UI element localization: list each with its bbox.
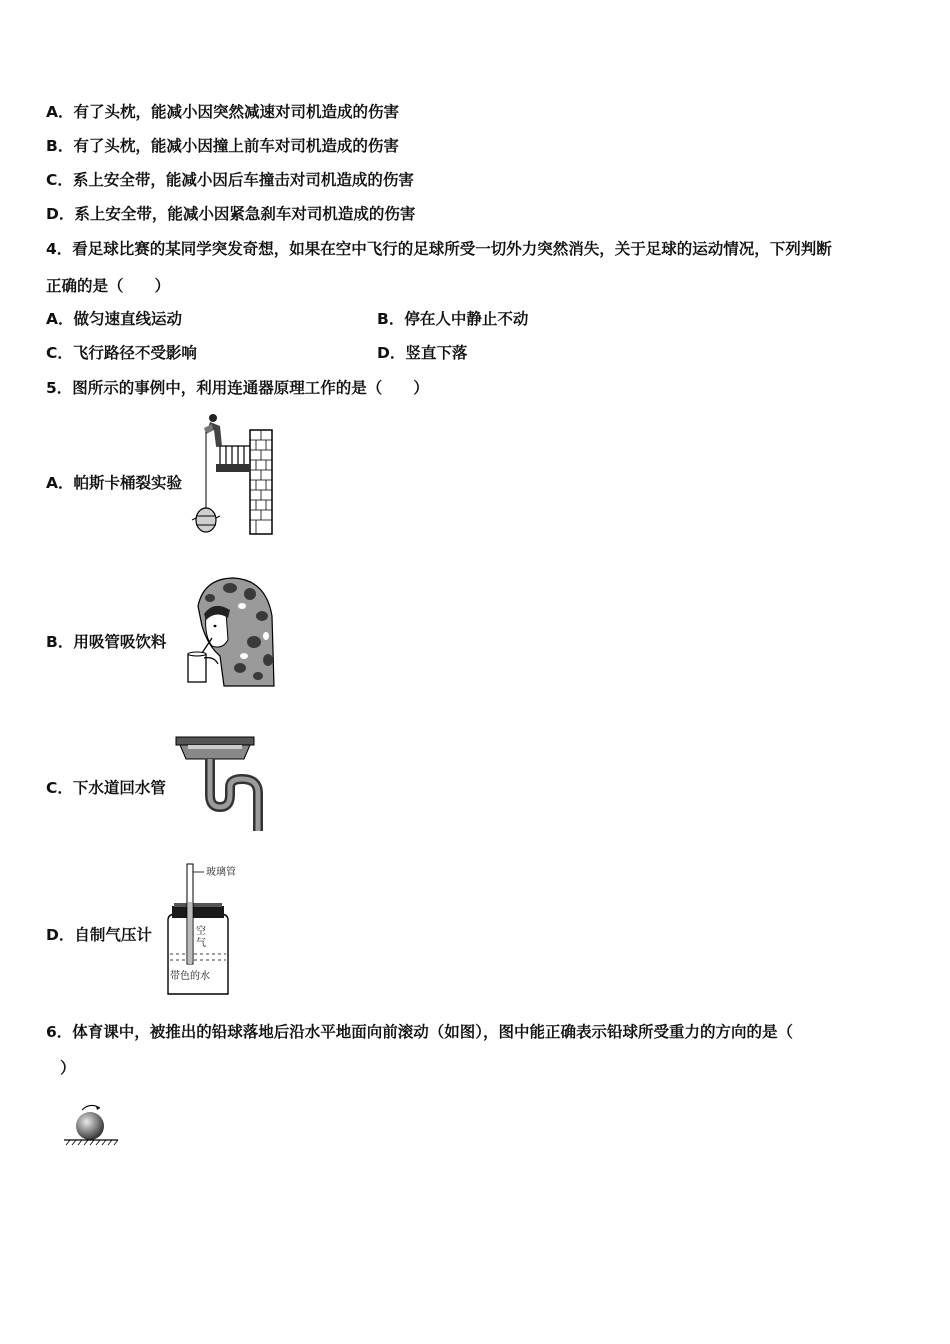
- shot-put-ball-figure: [62, 1098, 122, 1150]
- q4-option-c: C．飞行路径不受影响: [46, 344, 197, 362]
- q4-option-d: D．竖直下落: [377, 344, 468, 362]
- barometer-water-label: 带色的水: [170, 971, 210, 982]
- q4-option-b: B．停在人中静止不动: [377, 310, 529, 328]
- q5-option-d: D．自制气压计: [46, 926, 152, 944]
- q5-stem: 5．图所示的事例中，利用连通器原理工作的是（ ）: [46, 379, 429, 397]
- q3-option-a: A．有了头枕，能减小因突然减速对司机造成的伤害: [46, 103, 399, 121]
- q3-option-c: C．系上安全带，能减小因后车撞击对司机造成的伤害: [46, 171, 414, 189]
- q6-stem-line1: 6．体育课中，被推出的铅球落地后沿水平地面向前滚动（如图），图中能正确表示铅球所受重力的方向的是（: [46, 1023, 794, 1041]
- q4-stem-line2: 正确的是（ ）: [46, 277, 171, 295]
- q3-option-b: B．有了头枕，能减小因撞上前车对司机造成的伤害: [46, 137, 399, 155]
- barometer-air-label: 空气: [196, 926, 206, 949]
- q5-option-c: C．下水道回水管: [46, 779, 166, 797]
- barometer-tube-label: 玻璃管: [206, 867, 236, 878]
- q4-option-a: A．做匀速直线运动: [46, 310, 182, 328]
- q3-option-d: D．系上安全带，能减小因紧急刹车对司机造成的伤害: [46, 205, 416, 223]
- q6-stem-line2: ）: [60, 1059, 76, 1077]
- drinking-straw-figure: [184, 576, 276, 688]
- q5-option-a: A．帕斯卡桶裂实验: [46, 474, 182, 492]
- q4-stem-line1: 4．看足球比赛的某同学突发奇想，如果在空中飞行的足球所受一切外力突然消失，关于足球的运动情况，下列判断: [46, 240, 832, 258]
- pascal-barrel-figure: [186, 410, 276, 536]
- drain-trap-figure: [174, 733, 274, 833]
- q5-option-b: B．用吸管吸饮料: [46, 633, 167, 651]
